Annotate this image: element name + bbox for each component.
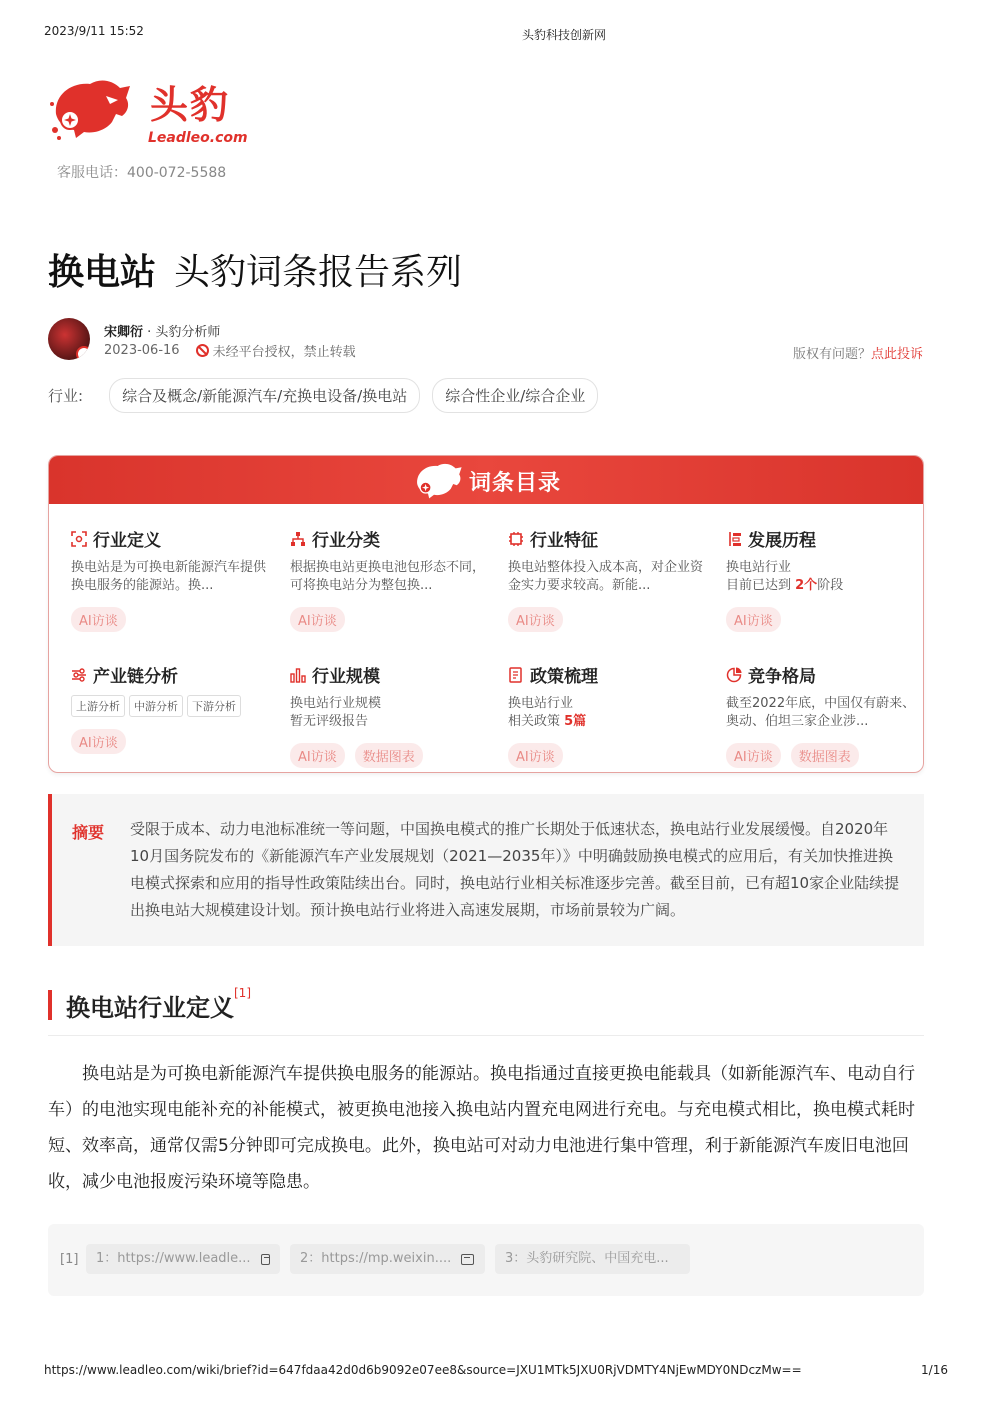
toc-item-desc: 换电站整体投入成本高，对企业资金实力要求较高。新能... xyxy=(508,560,704,593)
toc-item-history[interactable] xyxy=(726,526,924,632)
reference-link[interactable]: 1：https://www.leadle... xyxy=(86,1244,280,1274)
title-main: 换电站 xyxy=(48,252,157,293)
chain-icon xyxy=(71,667,87,683)
toc-card xyxy=(48,455,924,773)
print-header xyxy=(44,24,948,40)
toc-item-title: 产业链分析 xyxy=(93,667,178,687)
ai-interview-button[interactable]: AI访谈 xyxy=(290,743,345,768)
title-series: 头豹词条报告系列 xyxy=(174,252,463,293)
timeline-icon xyxy=(726,531,742,547)
data-chart-button[interactable]: 数据图表 xyxy=(791,743,859,768)
abstract-label: 摘要 xyxy=(72,823,105,842)
toc-item-classification[interactable] xyxy=(290,526,490,632)
industry-label: 行业: xyxy=(48,387,84,405)
reference-link[interactable]: 3：头豹研究院、中国充电... xyxy=(495,1244,690,1274)
print-site-title: 头豹科技创新网 xyxy=(522,28,607,42)
external-link-icon xyxy=(461,1254,474,1265)
toc-item-desc: 换电站行业 相关政策 5篇 xyxy=(508,696,587,729)
toc-item-title: 竞争格局 xyxy=(748,667,816,687)
downstream-analysis-button[interactable]: 下游分析 xyxy=(187,695,241,717)
leadleo-logo[interactable] xyxy=(46,72,246,152)
toc-item-desc: 换电站是为可换电新能源汽车提供换电服务的能源站。换... xyxy=(71,560,267,593)
ai-interview-button[interactable]: AI访谈 xyxy=(726,607,781,632)
toc-item-value-chain[interactable] xyxy=(71,662,271,754)
industry-tag[interactable]: 综合性企业/综合企业 xyxy=(432,378,598,413)
toc-header xyxy=(49,456,923,504)
avatar[interactable] xyxy=(48,318,90,360)
repost-notice-text: 未经平台授权，禁止转载 xyxy=(212,345,356,360)
logo-cn-text: 头豹 xyxy=(150,83,231,127)
publish-date: 2023-06-16 xyxy=(104,343,180,358)
repost-notice xyxy=(196,341,356,360)
avatar-badge-icon xyxy=(76,346,90,360)
print-timestamp: 2023/9/11 15:52 xyxy=(44,24,144,38)
toc-item-desc: 根据换电站更换电池包形态不同，可将换电站分为整包换... xyxy=(290,560,486,593)
page-title xyxy=(48,244,462,295)
report-link[interactable]: 点此投诉 xyxy=(870,347,923,362)
upstream-analysis-button[interactable]: 上游分析 xyxy=(71,695,125,717)
toc-item-market-size[interactable] xyxy=(290,662,490,768)
data-chart-button[interactable]: 数据图表 xyxy=(355,743,423,768)
pie-chart-icon xyxy=(726,667,742,683)
references-box xyxy=(48,1224,924,1296)
author-line xyxy=(104,321,220,340)
search-doc-icon xyxy=(71,531,87,547)
toc-title: 词条目录 xyxy=(469,471,562,496)
toc-item-desc: 换电站行业规模 暂无评级报告 xyxy=(290,696,382,729)
toc-item-desc: 截至2022年底，中国仅有蔚来、奥动、伯坦三家企业涉... xyxy=(726,696,916,729)
forbidden-icon xyxy=(196,344,209,357)
abstract-box xyxy=(48,794,924,946)
toc-item-title: 行业分类 xyxy=(312,531,380,551)
section-accent-bar xyxy=(48,990,52,1020)
toc-item-title: 政策梳理 xyxy=(530,667,598,687)
page-number: 1/16 xyxy=(921,1363,948,1377)
author-name[interactable]: 宋卿衍 xyxy=(104,325,144,340)
copyright-notice xyxy=(793,343,923,362)
industry-tags xyxy=(48,378,598,413)
toc-item-definition[interactable] xyxy=(71,526,271,632)
copyright-prefix: 版权有问题？ xyxy=(792,347,871,362)
ai-interview-button[interactable]: AI访谈 xyxy=(508,743,563,768)
reference-mark[interactable]: [1] xyxy=(234,986,251,1000)
toc-item-title: 行业特征 xyxy=(530,531,598,551)
toc-item-policy[interactable] xyxy=(508,662,708,768)
chip-icon xyxy=(508,531,524,547)
toc-item-title: 行业规模 xyxy=(312,667,380,687)
toc-item-desc: 换电站行业 目前已达到 2个阶段 xyxy=(726,560,844,593)
bar-chart-icon xyxy=(290,667,306,683)
external-link-icon xyxy=(261,1254,270,1265)
leopard-logo-icon xyxy=(411,460,463,502)
abstract-text: 受限于成本、动力电池标准统一等问题，中国换电模式的推广长期处于低速状态，换电站行业发展缓慢。自2020年10月国务院发布的《新能源汽车产业发展规划（2021—2035年）》中明确鼓励换电模式的应用后，有关加快推进换电模式探索和应用的指导性政策陆续出台。同时，换电站行业相关标准逐步完善。截至目前，已有超10家企业陆续提出换电站大规模建设计划。预计换电站行业将进入高速发展期，市场前景较为广阔。 xyxy=(130,820,900,919)
section-heading xyxy=(48,988,924,1036)
ai-interview-button[interactable]: AI访谈 xyxy=(290,607,345,632)
toc-item-competition[interactable] xyxy=(726,662,924,768)
toc-item-title: 行业定义 xyxy=(93,531,161,551)
ai-interview-button[interactable]: AI访谈 xyxy=(726,743,781,768)
print-footer xyxy=(44,1363,948,1377)
section-body: 换电站是为可换电新能源汽车提供换电服务的能源站。换电指通过直接更换电能载具（如新能源汽车、电动自行车）的电池实现电能补充的补能模式，被更换电池接入换电站内置充电网进行充电。与充电模式相比，换电模式耗时短、效率高，通常仅需5分钟即可完成换电。此外，换电站可对动力电池进行集中管理，利于新能源汽车废旧电池回收，减少电池报废污染环境等隐患。 xyxy=(48,1064,915,1192)
leopard-logo-icon xyxy=(46,74,132,144)
hotline: 客服电话：400-072-5588 xyxy=(57,165,227,181)
reference-index: [1] xyxy=(60,1252,79,1267)
midstream-analysis-button[interactable]: 中游分析 xyxy=(129,695,183,717)
toc-item-features[interactable] xyxy=(508,526,708,632)
toc-item-title: 发展历程 xyxy=(748,531,816,551)
logo-en-text: Leadleo.com xyxy=(148,130,248,146)
ai-interview-button[interactable]: AI访谈 xyxy=(71,607,126,632)
author-role: · 头豹分析师 xyxy=(147,325,221,340)
ai-interview-button[interactable]: AI访谈 xyxy=(71,729,126,754)
industry-tag[interactable]: 综合及概念/新能源汽车/充换电设备/换电站 xyxy=(109,378,420,413)
author-meta xyxy=(104,341,356,360)
document-icon xyxy=(508,667,524,683)
reference-link[interactable]: 2：https://mp.weixin.... xyxy=(290,1244,485,1274)
section-title: 换电站行业定义[1] xyxy=(66,986,251,1022)
print-url: https://www.leadleo.com/wiki/brief?id=647fdaa42d0d6b9092e07ee8&source=JXU1MTk5JXU0RjVDMTY4NjEwMDY0NDczMw== xyxy=(44,1363,802,1377)
ai-interview-button[interactable]: AI访谈 xyxy=(508,607,563,632)
hierarchy-icon xyxy=(290,531,306,547)
